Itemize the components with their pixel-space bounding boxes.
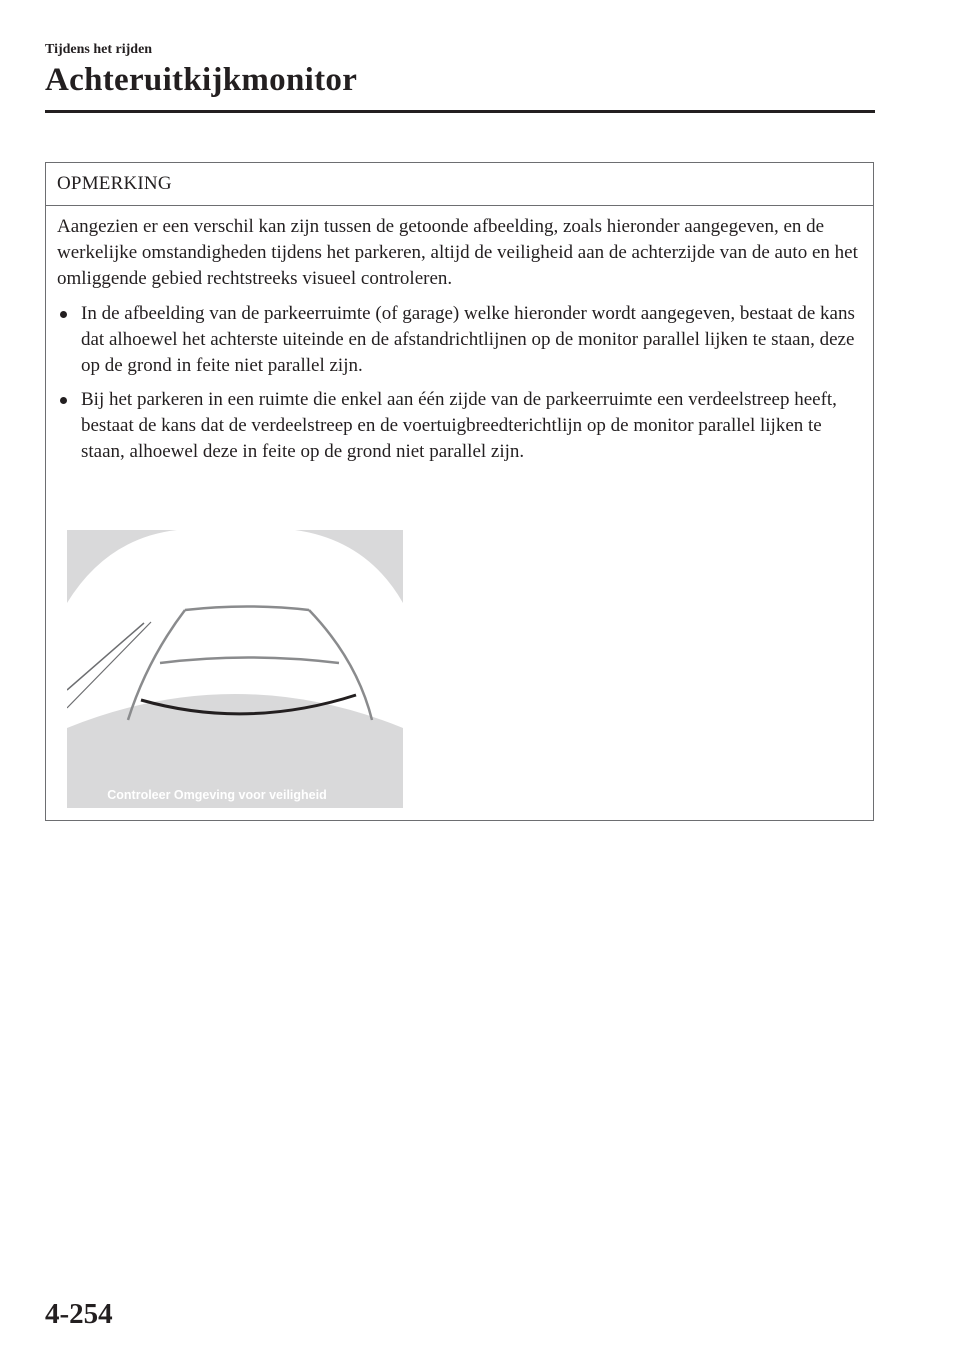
- section-label: Tijdens het rijden: [45, 42, 153, 57]
- note-bullet-item: [57, 301, 859, 379]
- bullet-icon: [60, 311, 67, 318]
- note-bullet-text: In de afbeelding van de parkeerruimte (of garage) welke hieronder wordt aangegeven, bestaat de kans dat alhoewel het achterste uiteinde en de afstandrichtlijnen op de monitor parallel lijken te staan, deze op de grond in feite niet parallel zijn.: [81, 303, 855, 376]
- note-box: [45, 162, 874, 821]
- bullet-icon: [60, 397, 67, 404]
- note-bullet-text: Bij het parkeren in een ruimte die enkel aan één zijde van de parkeerruimte een verdeelstreep heeft, bestaat de kans dat de verdeelstreep en de voertuigbreedterichtlijn op de monitor parallel lijken te staan, alhoewel deze in feite op de grond niet parallel zijn.: [81, 389, 837, 462]
- note-bullet-item: [57, 387, 859, 465]
- monitor-caption: Controleer Omgeving voor veiligheid: [107, 788, 327, 802]
- monitor-view-drawing: [67, 530, 403, 808]
- note-heading: OPMERKING: [46, 163, 873, 206]
- page-number: 4-254: [45, 1298, 113, 1330]
- camera-view-area: [67, 530, 403, 728]
- page-title: Achteruitkijkmonitor: [45, 62, 358, 98]
- rear-view-monitor-illustration: [67, 530, 403, 808]
- note-body: [46, 206, 873, 465]
- title-divider: [45, 110, 875, 113]
- note-bullet-list: [57, 301, 859, 465]
- note-intro-text: Aangezien er een verschil kan zijn tussen de getoonde afbeelding, zoals hieronder aangegeven, en de werkelijke omstandigheden tijdens het parkeren, altijd de veiligheid aan de achterzijde van de auto en het omliggende gebied rechtstreeks visueel controleren.: [57, 216, 858, 289]
